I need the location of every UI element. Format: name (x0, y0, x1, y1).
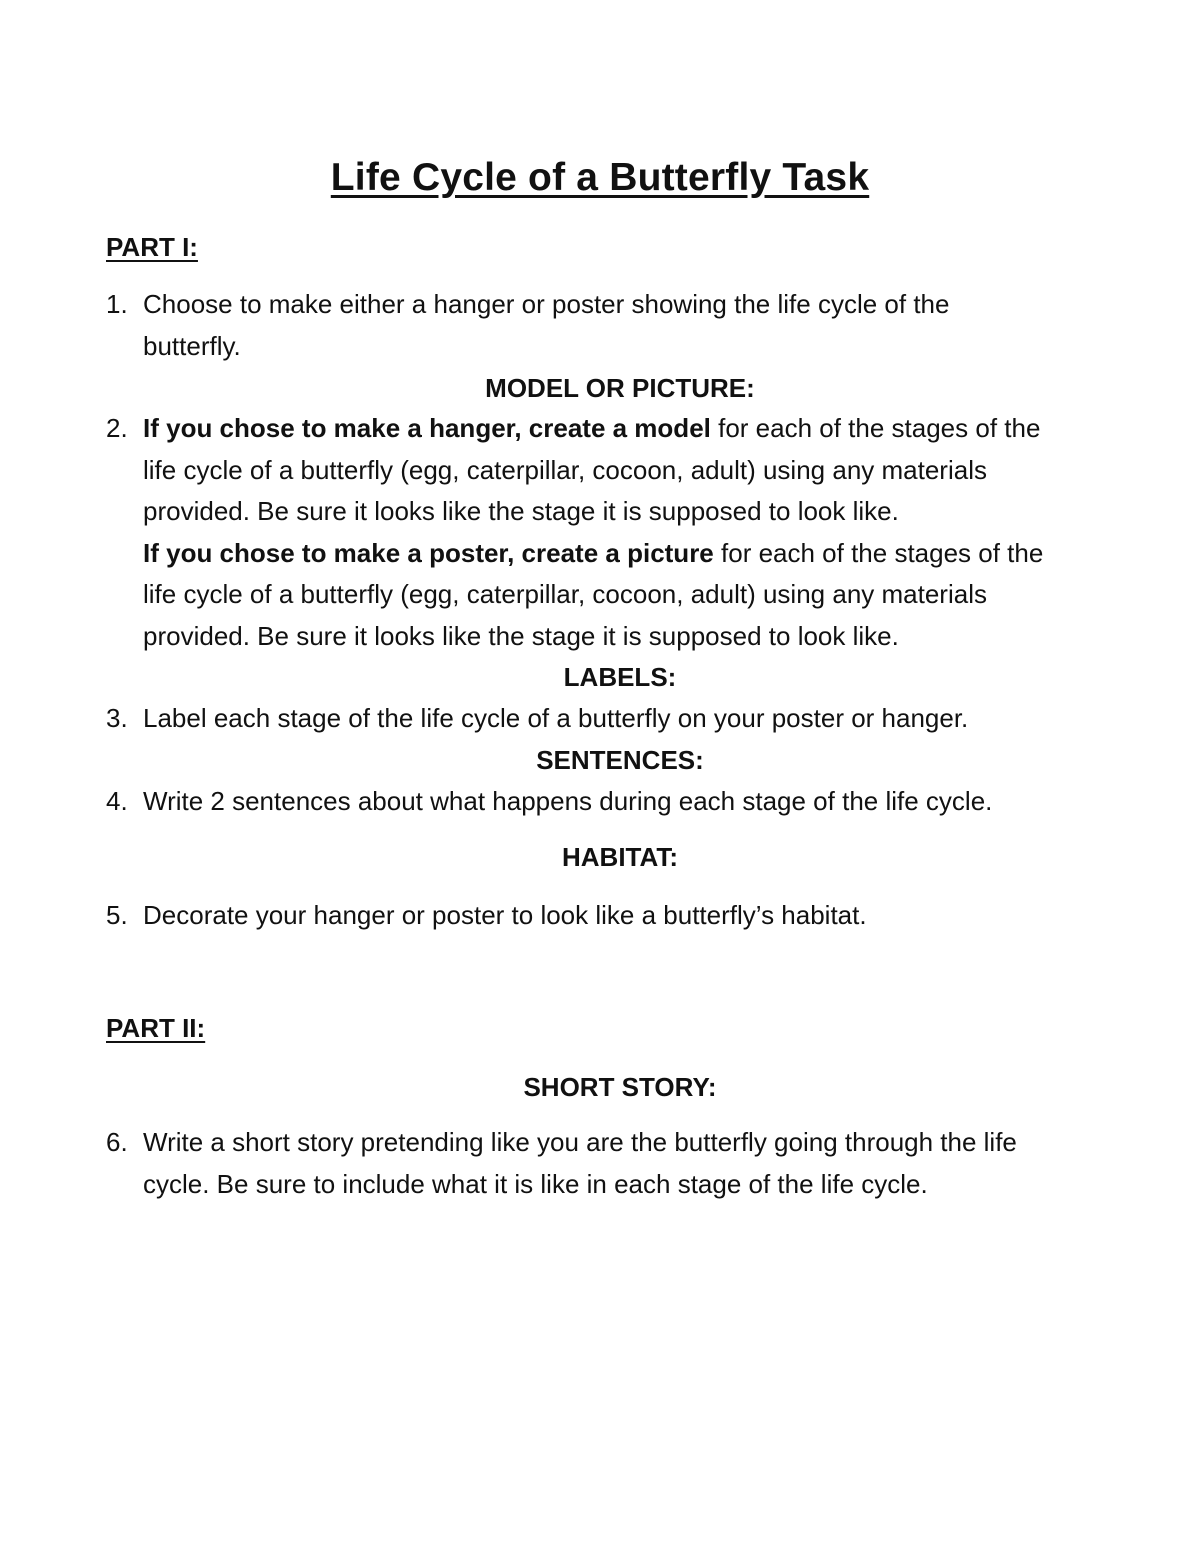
item-1-line-2: butterfly. (143, 330, 241, 361)
model-or-picture-heading: MODEL OR PICTURE: (485, 373, 755, 403)
document-title: Life Cycle of a Butterfly Task (330, 156, 870, 199)
item-2-hanger-rest: for each of the stages of the (710, 413, 1041, 443)
item-2-poster-line-3: provided. Be sure it looks like the stage it is supposed to look like. (143, 620, 899, 651)
list-number: 3. (106, 703, 128, 733)
list-number: 2. (106, 413, 128, 443)
item-3-text: Label each stage of the life cycle of a butterfly on your poster or hanger. (143, 703, 969, 733)
item-2-hanger-bold: If you chose to make a hanger, create a model (143, 413, 711, 443)
sentences-heading: SENTENCES: (536, 745, 704, 775)
short-story-heading: SHORT STORY: (523, 1072, 717, 1102)
item-2-hanger-line-1 (143, 408, 1146, 450)
habitat-heading: HABITAT: (561, 842, 678, 872)
list-item-3 (106, 698, 1146, 740)
item-4-text: Write 2 sentences about what happens during each stage of the life cycle. (143, 786, 993, 816)
part-two-heading: PART II: (106, 1013, 206, 1043)
item-2-poster-rest: for each of the stages of the (713, 537, 1044, 568)
list-item-4 (106, 781, 1146, 823)
labels-heading: LABELS: (563, 662, 677, 692)
list-number: 4. (106, 786, 128, 816)
list-item-6 (106, 1122, 1146, 1205)
item-5-text: Decorate your hanger or poster to look like a butterfly’s habitat. (143, 900, 867, 930)
item-2-hanger-line-3: provided. Be sure it looks like the stage it is supposed to look like. (143, 496, 899, 526)
part-one-heading: PART I: (106, 232, 198, 262)
list-number: 1. (106, 289, 128, 319)
list-item-2 (106, 408, 1146, 657)
item-6-line-1: Write a short story pretending like you are the butterfly going through the life (143, 1127, 1017, 1157)
item-1-line-1: Choose to make either a hanger or poster showing the life cycle of the (143, 289, 950, 319)
list-item-5 (106, 895, 1146, 937)
list-item-1 (106, 284, 1146, 367)
item-2-hanger-line-2: life cycle of a butterfly (egg, caterpillar, cocoon, adult) using any materials (143, 454, 987, 485)
item-2-poster-bold: If you chose to make a poster, create a picture (143, 537, 714, 568)
item-2-poster-line-1 (143, 533, 1146, 575)
list-number: 5. (106, 900, 128, 930)
item-6-line-2: cycle. Be sure to include what it is like in each stage of the life cycle. (143, 1168, 928, 1199)
list-number: 6. (106, 1127, 128, 1157)
item-2-poster-line-2: life cycle of a butterfly (egg, caterpillar, cocoon, adult) using any materials (143, 579, 987, 609)
